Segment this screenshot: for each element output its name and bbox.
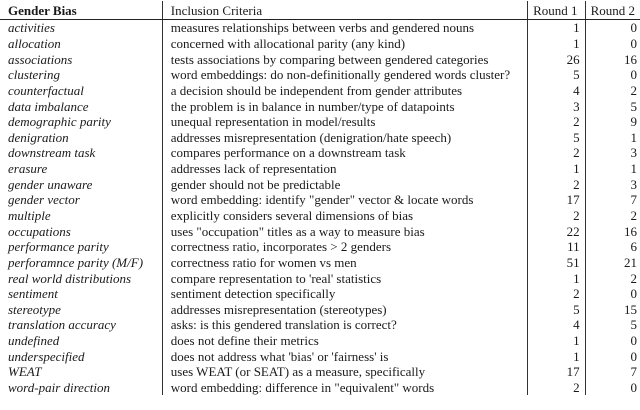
criteria-cell: tests associations by comparing between gendered categories bbox=[162, 51, 527, 67]
table-body bbox=[0, 20, 640, 396]
bias-type-cell: allocation bbox=[8, 35, 61, 51]
round-1-cell: 2 bbox=[528, 176, 585, 192]
bias-type-cell: underspecified bbox=[8, 348, 85, 364]
table-row bbox=[0, 176, 640, 192]
criteria-cell: concerned with allocational parity (any kind) bbox=[162, 36, 527, 52]
bias-type-cell: gender vector bbox=[8, 192, 80, 208]
criteria-cell: addresses misrepresentation (denigration/hate speech) bbox=[162, 129, 527, 145]
table-row bbox=[0, 333, 640, 349]
table-row bbox=[0, 145, 640, 161]
round-1-cell: 4 bbox=[528, 317, 585, 333]
bias-type-cell: perforamnce parity (M/F) bbox=[8, 254, 144, 270]
table-row bbox=[0, 129, 640, 145]
round-1-cell: 2 bbox=[528, 286, 585, 302]
round-1-cell: 1 bbox=[528, 20, 585, 36]
table-row bbox=[0, 317, 640, 333]
criteria-cell: compare representation to 'real' statistics bbox=[162, 270, 527, 286]
criteria-cell: explicitly considers several dimensions of bias bbox=[162, 208, 527, 224]
round-1-cell: 2 bbox=[528, 145, 585, 161]
bias-type-cell: clustering bbox=[8, 67, 60, 83]
criteria-cell: unequal representation in model/results bbox=[162, 114, 527, 130]
round-2-cell: 0 bbox=[585, 36, 640, 52]
round-2-cell: 0 bbox=[585, 380, 640, 396]
table-row bbox=[0, 270, 640, 286]
round-1-cell: 26 bbox=[528, 51, 585, 67]
table-row bbox=[0, 83, 640, 99]
criteria-cell: sentiment detection specifically bbox=[162, 286, 527, 302]
bias-type-cell: undefined bbox=[8, 333, 60, 349]
table-row bbox=[0, 51, 640, 67]
table-row bbox=[0, 98, 640, 114]
round-1-cell: 4 bbox=[528, 83, 585, 99]
round-1-cell: 5 bbox=[528, 67, 585, 83]
round-2-cell: 0 bbox=[585, 333, 640, 349]
bias-type-cell: erasure bbox=[8, 161, 48, 177]
criteria-cell: addresses lack of representation bbox=[162, 161, 527, 177]
table-header-row bbox=[0, 1, 640, 20]
bias-type-cell: activities bbox=[8, 20, 55, 36]
criteria-cell: does not define their metrics bbox=[162, 333, 527, 349]
round-1-cell: 1 bbox=[528, 348, 585, 364]
criteria-cell: word embedding: identify "gender" vector & locate words bbox=[162, 192, 527, 208]
round-2-cell: 9 bbox=[585, 114, 640, 130]
bias-type-cell: word-pair direction bbox=[8, 380, 110, 396]
round-1-cell: 17 bbox=[528, 192, 585, 208]
criteria-cell: uses WEAT (or SEAT) as a measure, specifically bbox=[162, 364, 527, 380]
round-2-cell: 15 bbox=[585, 302, 640, 318]
bias-type-cell: WEAT bbox=[8, 364, 42, 380]
table-row bbox=[0, 302, 640, 318]
round-1-cell: 2 bbox=[528, 380, 585, 396]
round-2-cell: 2 bbox=[585, 83, 640, 99]
table-row bbox=[0, 223, 640, 239]
criteria-cell: word embeddings: do non-definitionally gendered words cluster? bbox=[162, 67, 527, 83]
round-2-cell: 0 bbox=[585, 20, 640, 36]
round-1-cell: 1 bbox=[528, 333, 585, 349]
header-gender-bias: Gender Bias bbox=[0, 1, 162, 20]
header-round-2: Round 2 bbox=[585, 1, 640, 20]
criteria-cell: gender should not be predictable bbox=[162, 176, 527, 192]
criteria-cell: a decision should be independent from gender attributes bbox=[162, 83, 527, 99]
bias-type-cell: translation accuracy bbox=[8, 317, 116, 333]
round-2-cell: 21 bbox=[585, 255, 640, 271]
table-row bbox=[0, 380, 640, 396]
bias-type-cell: real world distributions bbox=[8, 270, 132, 286]
round-2-cell: 2 bbox=[585, 208, 640, 224]
criteria-cell: compares performance on a downstream task bbox=[162, 145, 527, 161]
round-1-cell: 11 bbox=[528, 239, 585, 255]
round-2-cell: 16 bbox=[585, 223, 640, 239]
round-1-cell: 2 bbox=[528, 208, 585, 224]
table-row bbox=[0, 239, 640, 255]
table-row bbox=[0, 114, 640, 130]
round-1-cell: 3 bbox=[528, 98, 585, 114]
round-1-cell: 1 bbox=[528, 270, 585, 286]
round-1-cell: 2 bbox=[528, 114, 585, 130]
round-2-cell: 0 bbox=[585, 348, 640, 364]
round-1-cell: 1 bbox=[528, 36, 585, 52]
round-1-cell: 51 bbox=[528, 255, 585, 271]
round-2-cell: 5 bbox=[585, 98, 640, 114]
table-row bbox=[0, 161, 640, 177]
round-2-cell: 1 bbox=[585, 129, 640, 145]
bias-type-cell: occupations bbox=[8, 223, 71, 239]
bias-type-cell: sentiment bbox=[8, 286, 58, 302]
criteria-cell: measures relationships between verbs and gendered nouns bbox=[162, 20, 527, 36]
bias-type-cell: data imbalance bbox=[8, 98, 89, 114]
bias-type-cell: performance parity bbox=[8, 239, 109, 255]
bias-type-cell: gender unaware bbox=[8, 176, 93, 192]
header-round-1: Round 1 bbox=[528, 1, 585, 20]
round-1-cell: 17 bbox=[528, 364, 585, 380]
table-row bbox=[0, 67, 640, 83]
bias-type-cell: denigration bbox=[8, 129, 69, 145]
round-2-cell: 6 bbox=[585, 239, 640, 255]
bias-type-cell: demographic parity bbox=[8, 114, 111, 130]
table-row bbox=[0, 286, 640, 302]
round-1-cell: 1 bbox=[528, 161, 585, 177]
table-row bbox=[0, 208, 640, 224]
criteria-cell: correctness ratio for women vs men bbox=[162, 255, 527, 271]
round-2-cell: 0 bbox=[585, 67, 640, 83]
bias-type-cell: stereotype bbox=[8, 301, 61, 317]
bias-type-cell: associations bbox=[8, 51, 73, 67]
round-2-cell: 7 bbox=[585, 192, 640, 208]
round-2-cell: 3 bbox=[585, 176, 640, 192]
criteria-cell: addresses misrepresentation (stereotypes) bbox=[162, 302, 527, 318]
criteria-cell: uses "occupation" titles as a way to measure bias bbox=[162, 223, 527, 239]
round-2-cell: 0 bbox=[585, 286, 640, 302]
table-row bbox=[0, 348, 640, 364]
criteria-cell: the problem is in balance in number/type of datapoints bbox=[162, 98, 527, 114]
criteria-cell: word embedding: difference in "equivalent" words bbox=[162, 380, 527, 396]
bias-type-cell: multiple bbox=[8, 208, 51, 223]
round-2-cell: 5 bbox=[585, 317, 640, 333]
round-2-cell: 3 bbox=[585, 145, 640, 161]
round-1-cell: 5 bbox=[528, 129, 585, 145]
round-1-cell: 5 bbox=[528, 302, 585, 318]
header-inclusion-criteria: Inclusion Criteria bbox=[162, 1, 527, 20]
table-row bbox=[0, 364, 640, 380]
round-2-cell: 2 bbox=[585, 270, 640, 286]
criteria-cell: correctness ratio, incorporates > 2 genders bbox=[162, 239, 527, 255]
bias-type-cell: counterfactual bbox=[8, 82, 84, 98]
round-1-cell: 22 bbox=[528, 223, 585, 239]
criteria-cell: does not address what 'bias' or 'fairness' is bbox=[162, 348, 527, 364]
table-row bbox=[0, 36, 640, 52]
round-2-cell: 16 bbox=[585, 51, 640, 67]
criteria-cell: asks: is this gendered translation is correct? bbox=[162, 317, 527, 333]
round-2-cell: 1 bbox=[585, 161, 640, 177]
bias-type-cell: downstream task bbox=[8, 145, 96, 161]
table-row bbox=[0, 255, 640, 271]
round-2-cell: 7 bbox=[585, 364, 640, 380]
gender-bias-table bbox=[0, 1, 640, 395]
table-row bbox=[0, 192, 640, 208]
table-row bbox=[0, 20, 640, 36]
